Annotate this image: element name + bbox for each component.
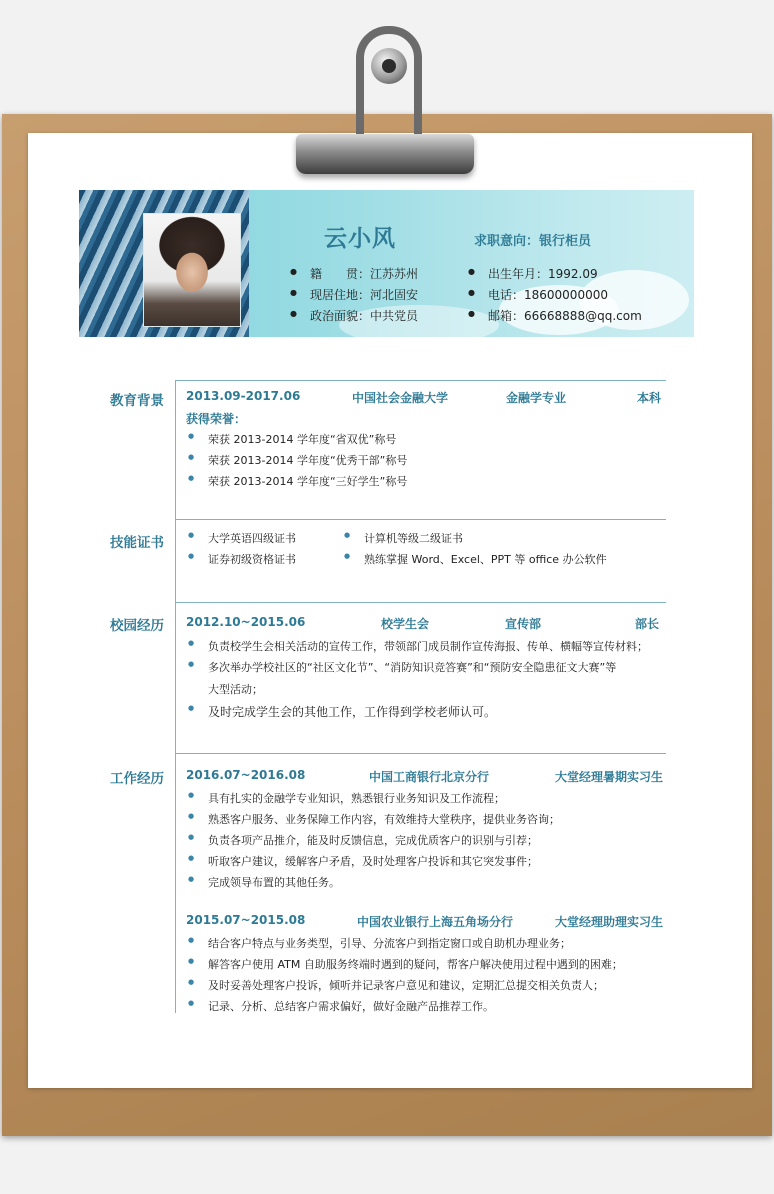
list-item: ● 及时完成学生会的其他工作，工作得到学校老师认可。 [208,703,496,720]
campus-period: 2012.10~2015.06 [186,615,306,629]
campus-role: 部长 [635,617,660,631]
section-rule [175,519,666,520]
list-item: ● 证券初级资格证书 [208,551,296,567]
info-phone: ● 电话：18600000000 [488,286,608,303]
list-item: ● 结合客户特点与业务类型，引导、分流客户到指定窗口或自助机办理业务； [208,935,571,951]
list-item: ● 记录、分析、总结客户需求偏好，做好金融产品推荐工作。 [208,998,494,1014]
list-item: ● 负责各项产品推介，能及时反馈信息，完成优质客户的识别与引荐； [208,832,538,848]
list-item: ● 荣获 2013-2014 学年度“三好学生”称号 [208,473,407,489]
list-item: ● 多次举办学校社区的“社区文化节”、“消防知识竞答赛”和“预防安全隐患征文大赛”等 [208,659,616,675]
section-rule [175,602,666,603]
education-degree: 本科 [637,391,662,405]
clip-base [296,134,474,174]
job-intent: 求职意向：银行柜员 [474,234,592,249]
list-item: ● 熟悉客户服务、业务保障工作内容，有效维持大堂秩序，提供业务咨询； [208,811,560,827]
list-item: ● 具有扎实的金融学专业知识，熟悉银行业务知识及工作流程； [208,790,505,806]
job-company: 中国农业银行上海五角场分行 [357,915,514,929]
list-item: ● 计算机等级二级证书 [364,530,463,546]
info-hometown: ● 籍 贯：江苏苏州 [310,265,418,282]
list-item: ● 荣获 2013-2014 学年度“省双优”称号 [208,431,396,447]
list-item-continuation: 大型活动； [208,683,263,696]
list-item: ● 及时妥善处理客户投诉，倾听并记录客户意见和建议，定期汇总提交相关负责人； [208,977,604,993]
job-period: 2015.07~2015.08 [186,913,306,927]
info-birth: ● 出生年月：1992.09 [488,265,598,282]
list-item: ● 听取客户建议，缓解客户矛盾，及时处理客户投诉和其它突发事件； [208,853,538,869]
education-school: 中国社会金融大学 [352,391,449,405]
education-major: 金融学专业 [506,391,567,405]
clip-ring [356,26,422,148]
job-company: 中国工商银行北京分行 [369,770,490,784]
info-residence: ● 现居住地：河北固安 [310,286,418,303]
job-period: 2016.07~2016.08 [186,768,306,782]
section-title-education: 教育背景 [110,393,164,409]
list-item: ● 负责校学生会相关活动的宣传工作，带领部门成员制作宣传海报、传单、横幅等宣传材料； [208,638,648,654]
info-email: ● 邮箱：66668888@qq.com [488,307,642,324]
list-item: ● 解答客户使用 ATM 自助服务终端时遇到的疑问，帮客户解决使用过程中遇到的困难； [208,956,623,972]
job-role: 大堂经理助理实习生 [555,915,664,929]
section-rule [175,753,666,754]
list-item: ● 熟练掌握 Word、Excel、PPT 等 office 办公软件 [364,551,607,567]
education-period: 2013.09-2017.06 [186,389,301,403]
timeline-divider [175,381,176,1013]
section-title-work: 工作经历 [110,771,164,787]
campus-dept: 宣传部 [505,617,542,631]
list-item: ● 完成领导布置的其他任务。 [208,874,340,890]
section-rule [175,380,666,381]
section-title-campus: 校园经历 [110,618,164,634]
honors-label: 获得荣誉： [186,412,247,426]
profile-photo [143,213,241,327]
job-role: 大堂经理暑期实习生 [555,770,664,784]
list-item: ● 荣获 2013-2014 学年度“优秀干部”称号 [208,452,407,468]
campus-org: 校学生会 [381,617,430,631]
candidate-name: 云小风 [324,226,396,252]
clip-bolt-icon [371,48,407,84]
info-political: ● 政治面貌：中共党员 [310,307,418,324]
list-item: ● 大学英语四级证书 [208,530,296,546]
section-title-skills: 技能证书 [110,535,164,551]
